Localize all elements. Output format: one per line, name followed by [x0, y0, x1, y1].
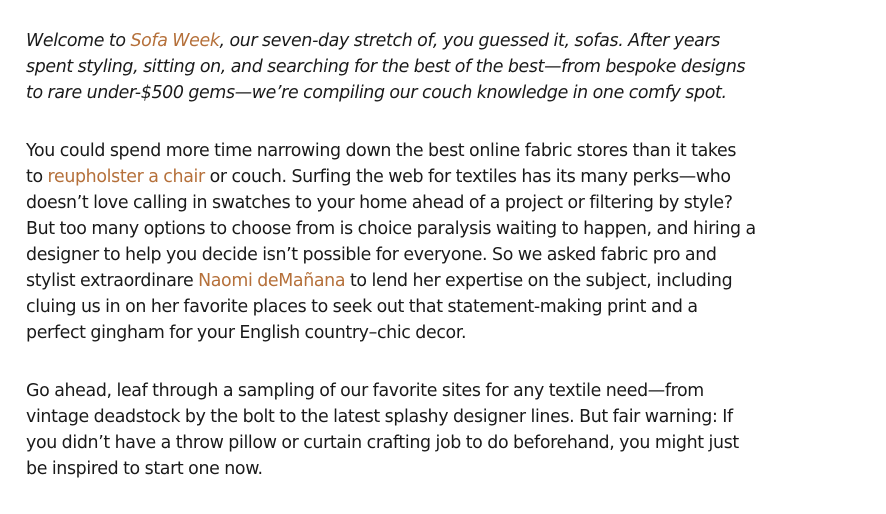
- intro-text-start: Welcome to: [26, 31, 131, 51]
- intro-paragraph: [26, 28, 756, 106]
- body-paragraph-1: [26, 138, 756, 346]
- paragraph-2-text: Go ahead, leaf through a sampling of our favorite sites for any textile need—from vintage deadstock by the bolt to the latest splashy designer lines. But fair warning: If you didn’t have a throw pillow or curtain crafting job to do beforehand, you might just be inspired to start one now.: [26, 381, 739, 479]
- sofa-week-link[interactable]: Sofa Week: [130, 31, 220, 51]
- paragraph-1-text-b: or couch. Surfing the web for textiles has its many perks—who doesn’t love calling in swatches to your home ahead of a project or filtering by style? But too many options to choose from is choice paralysis waiting to happen, and hiring a designer to help you decide isn’t possible for everyone. So we asked fabric pro and stylist extraordinare: [26, 167, 756, 291]
- intro-text-end: , our seven-day stretch of, you guessed it, sofas. After years spent styling, sitting on, and searching for the best of the best—from bespoke designs to rare under-$500 gems—we’re compiling our couch knowledge in one comfy spot.: [26, 31, 746, 103]
- paragraph-1-text-c: to lend her expertise on the subject, including cluing us in on her favorite places to seek out that statement-making print and a perfect gingham for your English country–chic decor.: [26, 271, 733, 343]
- reupholster-chair-link[interactable]: reupholster a chair: [47, 167, 205, 187]
- article-body: [26, 28, 756, 514]
- paragraph-1-text-a: You could spend more time narrowing down the best online fabric stores than it takes to: [26, 141, 737, 187]
- body-paragraph-2: [26, 378, 756, 482]
- naomi-demanana-link[interactable]: Naomi deMañana: [198, 271, 346, 291]
